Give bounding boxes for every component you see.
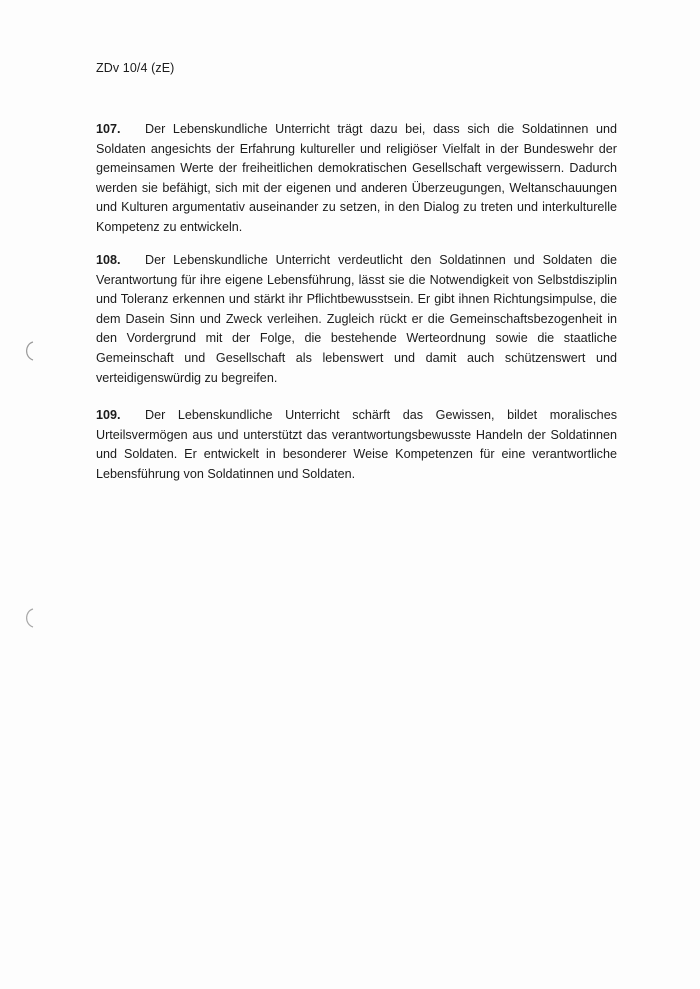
punch-hole-mark xyxy=(22,608,36,628)
paragraph-107 xyxy=(96,120,617,238)
paragraph-number: 109. xyxy=(96,408,121,422)
paragraph-text: Der Lebenskundliche Unterricht verdeutlicht den Soldatinnen und Soldaten die Verantwortung für ihre eigene Lebensführung, lässt sie die Notwendigkeit von Selbstdisziplin und Toleranz erkennen und stärkt ihr Pflichtbewusstsein. Er gibt ihnen Richtungsimpulse, die dem Dasein Sinn und Zweck verleihen. Zugleich rückt er die Gemeinschaftsbezogenheit in den Vordergrund mit der Folge, die bestehende Werteordnung sowie die staatliche Gemeinschaft und Gesellschaft als lebenswert und damit auch schützenswert und verteidigenswürdig zu begreifen. xyxy=(96,253,617,385)
paragraph-text: Der Lebenskundliche Unterricht schärft das Gewissen, bildet moralisches Urteilsvermögen aus und unterstützt das verantwortungsbewusste Handeln der Soldatinnen und Soldaten. Er entwickelt in besonderer Weise Kompetenzen für eine verantwortliche Lebensführung von Soldatinnen und Soldaten. xyxy=(96,408,617,481)
paragraph-108 xyxy=(96,251,617,388)
paragraph-text: Der Lebenskundliche Unterricht trägt dazu bei, dass sich die Soldatinnen und Soldaten angesichts der Erfahrung kultureller und religiöser Vielfalt in der Bundeswehr der gemeinsamen Werte der freiheitlichen demokratischen Gesellschaft vergewissern. Dadurch werden sie befähigt, sich mit der eigenen und anderen Überzeugungen, Weltanschauungen und Kulturen argumentativ auseinander zu setzen, in den Dialog zu treten und interkulturelle Kompetenz zu entwickeln. xyxy=(96,122,617,234)
punch-hole-mark xyxy=(22,341,36,361)
paragraph-109 xyxy=(96,406,617,484)
document-header: ZDv 10/4 (zE) xyxy=(96,61,175,75)
paragraph-number: 107. xyxy=(96,122,121,136)
paragraph-number: 108. xyxy=(96,253,121,267)
